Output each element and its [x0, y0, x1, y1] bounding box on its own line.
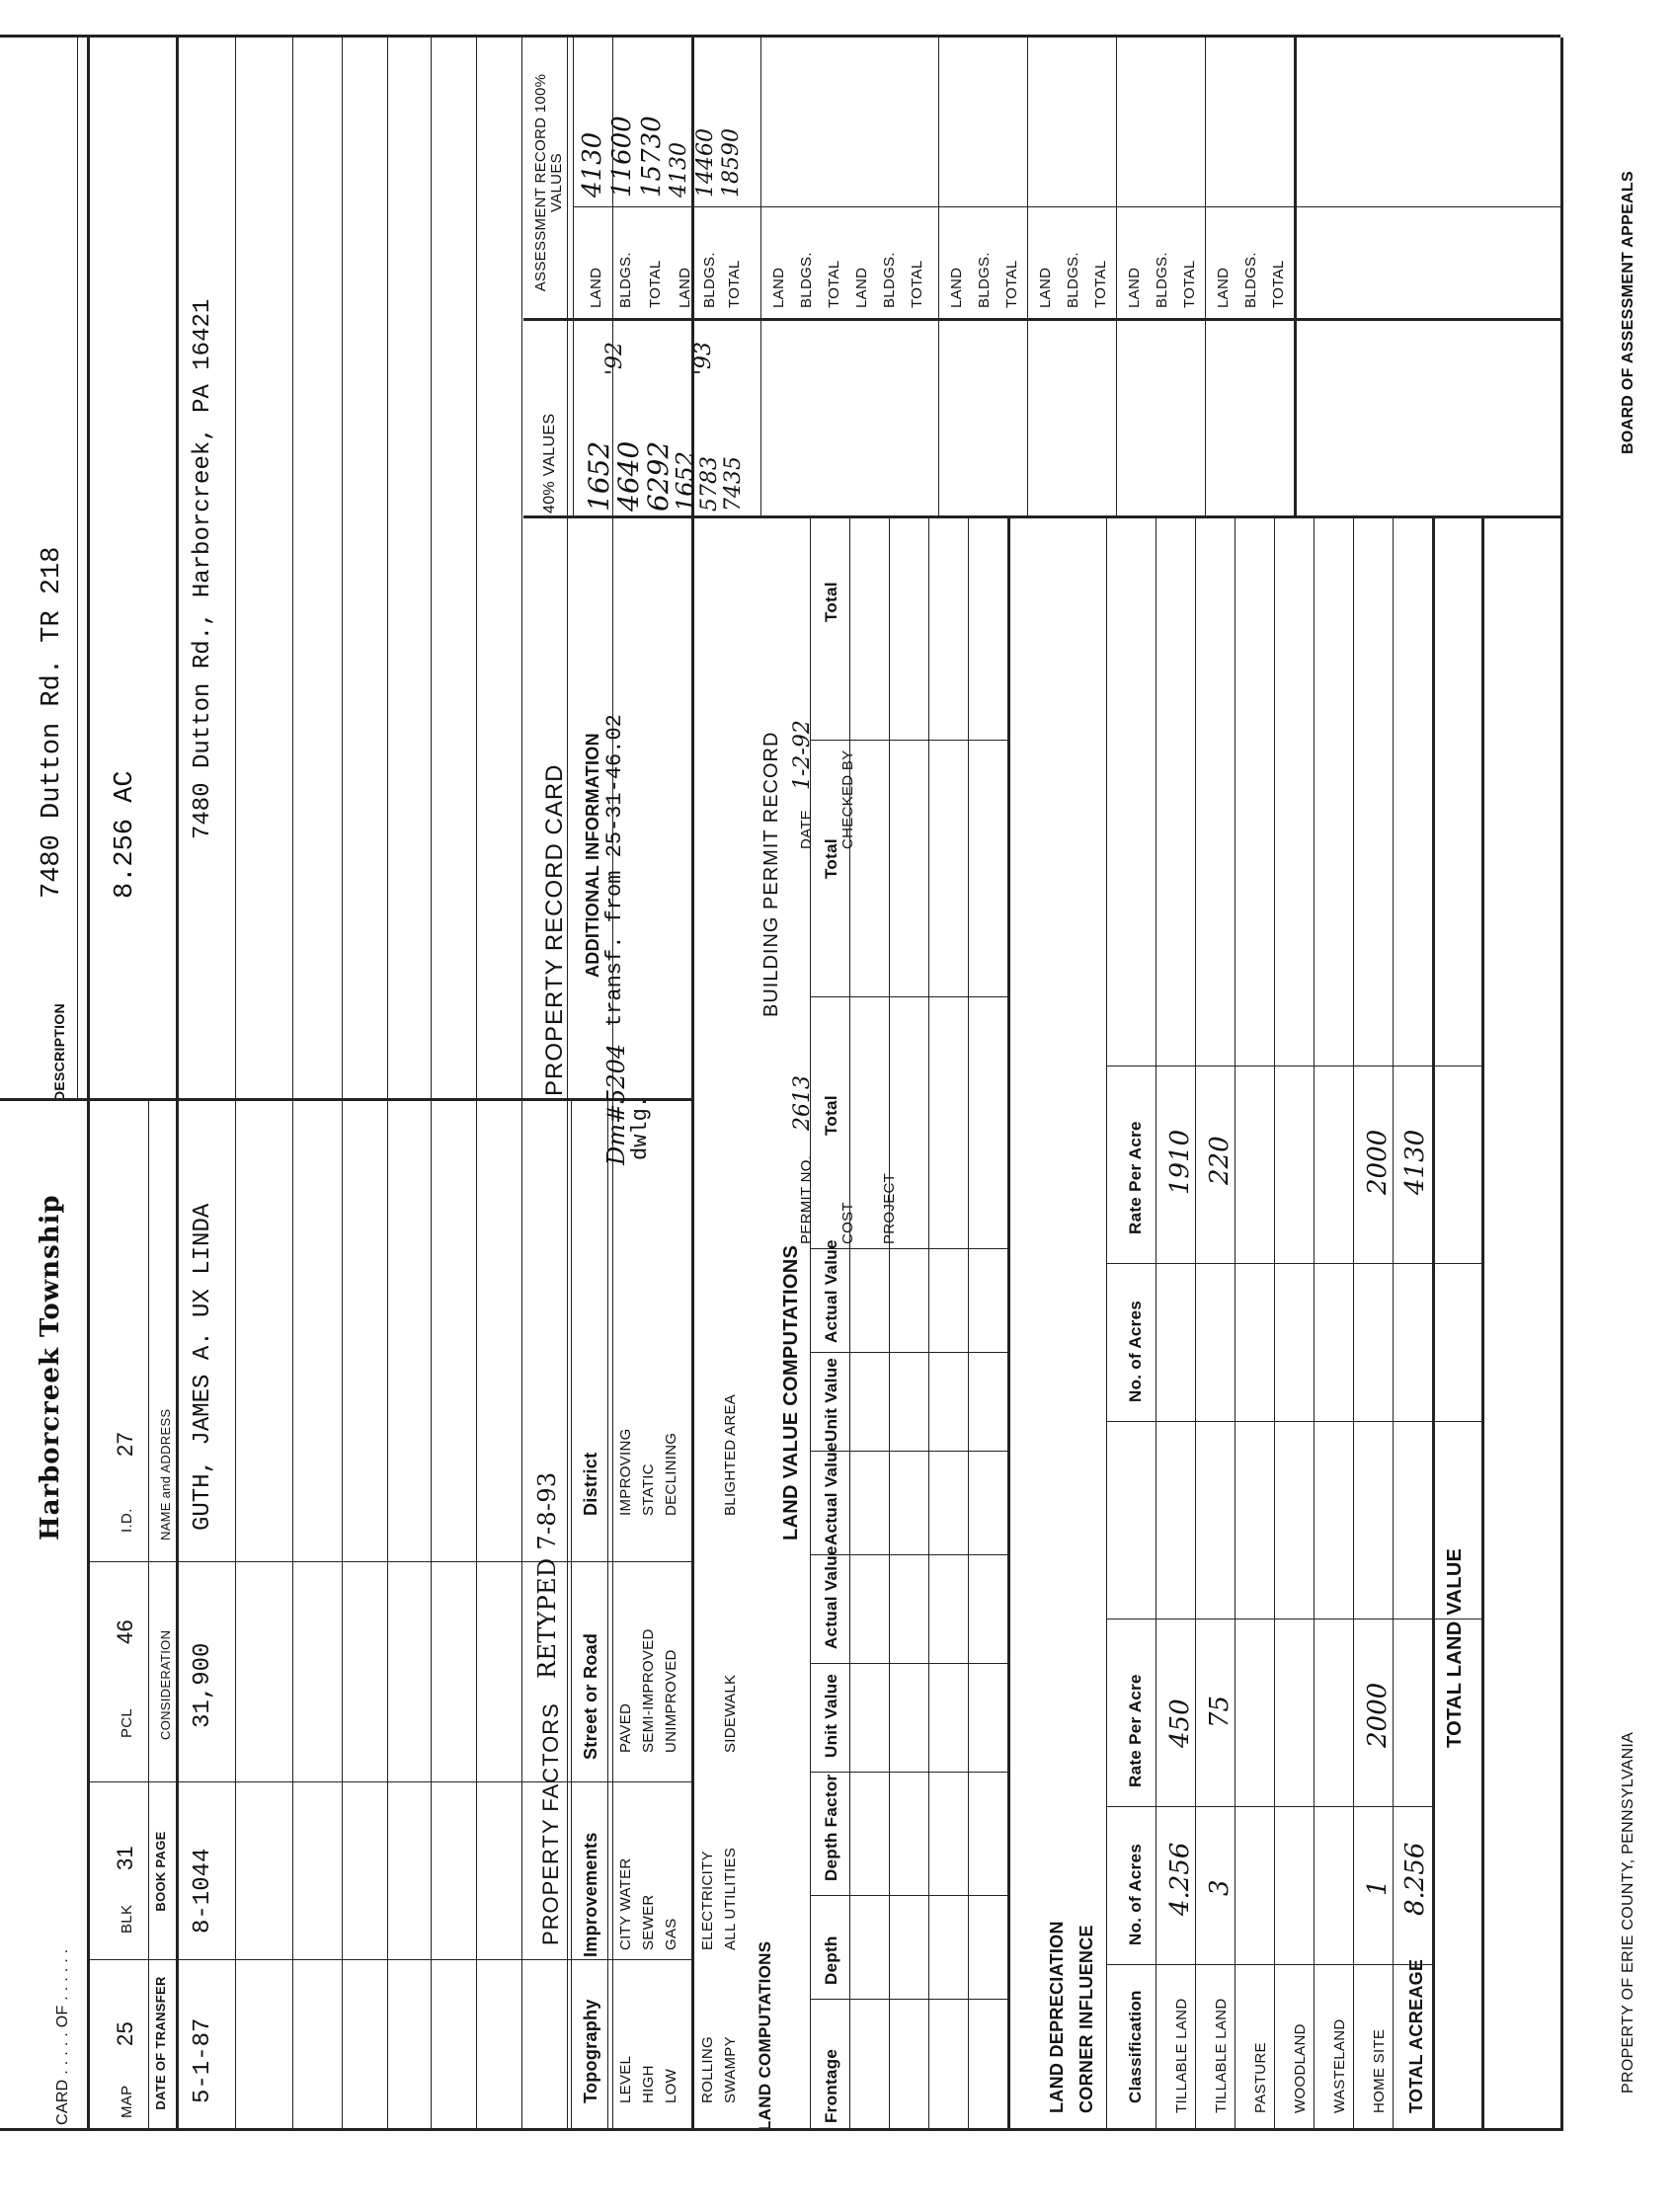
description-label: DESCRIPTION [51, 1003, 67, 1101]
assess-land-2: LAND [677, 267, 693, 308]
assess-land-6: LAND [1037, 267, 1054, 308]
assess-bldgs-7: BLDGS. [1154, 252, 1170, 308]
district-improving: IMPROVING [617, 1428, 634, 1516]
col-frontage: Frontage [822, 2048, 840, 2123]
class-tillable-2: TILLABLE LAND [1213, 1998, 1230, 2113]
id-label: I.D. [119, 1508, 135, 1533]
actual-home-site: 2000 [1363, 1129, 1393, 1195]
permit-no-value: 2613 [790, 1075, 815, 1131]
col-actual-value-3: Actual Value [822, 1239, 840, 1343]
class-woodland: WOODLAND [1292, 2023, 1309, 2113]
checked-by-label: CHECKED BY [839, 750, 856, 849]
actual-total: 4130 [1400, 1129, 1430, 1195]
retyped-note: RETYPED 7-8-93 [533, 1471, 561, 1679]
land-computations-label: LAND COMPUTATIONS [756, 1940, 774, 2131]
dwelling-note: dwlg. [628, 1094, 653, 1160]
impr-sewer: SEWER [640, 1894, 657, 1950]
transfer-book: 8-1044 [190, 1848, 216, 1934]
street-sidewalk: SIDEWALK [722, 1674, 739, 1753]
assess-total-8: TOTAL [1270, 260, 1287, 308]
impr-gas: GAS [663, 1918, 679, 1950]
acres-home-site: 1 [1363, 1879, 1393, 1896]
topo-level: LEVEL [617, 2055, 634, 2103]
rate-tillable-1: 450 [1165, 1698, 1195, 1748]
computations-title: LAND VALUE COMPUTATIONS [780, 1244, 802, 1540]
assess-bldgs-5: BLDGS. [976, 252, 993, 308]
acres-total: 8.256 [1400, 1842, 1430, 1916]
assess-bldgs-2: BLDGS. [701, 252, 718, 308]
id-value: 27 [113, 1431, 137, 1457]
assess-land-3: LAND [770, 267, 787, 308]
assess-total-7: TOTAL [1181, 260, 1198, 308]
street-header: Street or Road [581, 1632, 600, 1760]
additional-text: transf. from 25-31-46.02 [602, 714, 627, 1027]
forty-2: 4640 [612, 440, 645, 512]
assess-value-3: 15730 [637, 116, 667, 198]
acres-tillable-1: 4.256 [1165, 1842, 1195, 1916]
col-total-1: Total [822, 1095, 840, 1136]
impr-electricity: ELECTRICITY [699, 1851, 716, 1950]
transfer-name: GUTH, JAMES A. UX LINDA [190, 1203, 216, 1531]
acres-header-1: No. of Acres [1126, 1843, 1145, 1945]
assess-total-3: TOTAL [826, 260, 842, 308]
improvements-header: Improvements [581, 1832, 600, 1957]
map-label: MAP [119, 2085, 135, 2118]
district-header: District [581, 1452, 600, 1516]
col-depth: Depth [822, 1936, 840, 1985]
assess-bldgs-8: BLDGS. [1242, 252, 1259, 308]
assess-land-1: LAND [588, 267, 604, 308]
pcl-value: 46 [113, 1619, 137, 1644]
col-depth-factor: Depth Factor [822, 1774, 840, 1881]
date-mark-93: '93 [691, 341, 716, 375]
assessment-label: ASSESSMENT RECORD 100% VALUES [532, 73, 565, 292]
permit-date-value: 1-2-92 [790, 720, 815, 790]
district-declining: DECLINING [663, 1432, 679, 1516]
assess-bldgs-1: BLDGS. [617, 252, 634, 308]
name-address-label: NAME and ADDRESS [158, 1408, 173, 1540]
class-home-site: HOME SITE [1371, 2028, 1388, 2113]
dm-note: Dm#5204 [602, 1043, 630, 1165]
impr-city-water: CITY WATER [617, 1857, 634, 1950]
building-permit-title: BUILDING PERMIT RECORD [760, 731, 782, 1017]
street-unimproved: UNIMPROVED [663, 1649, 679, 1753]
rate-home-site: 2000 [1363, 1682, 1393, 1748]
description-address: 7480 Dutton Rd. TR 218 [38, 546, 67, 899]
assess-value-4: 4130 [667, 142, 691, 198]
book-page-label: BOOK PAGE [153, 1831, 168, 1912]
permit-date-label: DATE [798, 809, 815, 849]
corner-influence-label: CORNER INFLUENCE [1077, 1925, 1096, 2113]
assess-land-5: LAND [948, 267, 965, 308]
assess-land-4: LAND [853, 267, 870, 308]
assess-bldgs-4: BLDGS. [881, 252, 898, 308]
topo-low: LOW [663, 2068, 679, 2103]
acres-tillable-2: 3 [1205, 1879, 1235, 1896]
pcl-label: PCL [119, 1707, 135, 1738]
factors-title: PROPERTY FACTORS [538, 1702, 563, 1945]
assess-land-8: LAND [1215, 267, 1232, 308]
record-card-title: PROPERTY RECORD CARD [541, 763, 568, 1096]
col-unit-value-2: Unit Value [822, 1357, 840, 1442]
transfer-address: 7480 Dutton Rd., Harborcreek, PA 16421 [190, 298, 216, 839]
class-total-acreage: TOTAL ACREAGE [1406, 1958, 1426, 2113]
footer-left: PROPERTY OF ERIE COUNTY, PENNSYLVANIA [1620, 1731, 1636, 2094]
forty-5: 5783 [697, 456, 722, 512]
classification-header: Classification [1126, 1990, 1145, 2103]
assess-bldgs-3: BLDGS. [798, 252, 815, 308]
topo-rolling: ROLLING [699, 2036, 716, 2103]
card-label: CARD . . . . . OF . . . . . . [54, 1948, 71, 2125]
additional-info-label: ADDITIONAL INFORMATION [583, 733, 602, 978]
assess-total-2: TOTAL [726, 260, 743, 308]
district-blighted: BLIGHTED AREA [722, 1393, 739, 1516]
assess-bldgs-6: BLDGS. [1065, 252, 1081, 308]
footer-right: BOARD OF ASSESSMENT APPEALS [1620, 171, 1636, 454]
topo-swampy: SWAMPY [722, 2036, 739, 2103]
rate-tillable-2: 75 [1205, 1695, 1235, 1728]
col-total-2: Total [822, 838, 840, 879]
date-mark-92: '92 [602, 341, 627, 375]
col-actual-value-1: Actual Value [822, 1545, 840, 1649]
blk-value: 31 [113, 1845, 137, 1870]
land-depreciation-label: LAND DEPRECIATION [1047, 1921, 1067, 2113]
assess-value-1: 4130 [578, 131, 607, 198]
assess-land-7: LAND [1126, 267, 1143, 308]
assess-value-5: 14460 [693, 128, 718, 198]
col-unit-value-1: Unit Value [822, 1673, 840, 1758]
forty-label: 40% VALUES [541, 413, 558, 514]
col-total-3: Total [822, 582, 840, 622]
forty-4: 1652 [672, 450, 699, 512]
description-acreage: 8.256 AC [111, 770, 140, 899]
class-wasteland: WASTELAND [1331, 2018, 1348, 2113]
permit-no-label: PERMIT NO. [798, 1154, 815, 1244]
permit-cost-label: COST [839, 1202, 856, 1244]
rate-header-2: Rate Per Acre [1126, 1121, 1145, 1234]
class-pasture: PASTURE [1252, 2042, 1269, 2113]
impr-all-utilities: ALL UTILITIES [722, 1847, 739, 1950]
topography-header: Topography [581, 1999, 600, 2103]
actual-tillable-1: 1910 [1165, 1129, 1195, 1195]
assess-total-1: TOTAL [647, 260, 664, 308]
forty-3: 6292 [642, 440, 675, 512]
rate-header-1: Rate Per Acre [1126, 1674, 1145, 1787]
permit-project-label: PROJECT [881, 1172, 898, 1244]
assess-value-2: 11600 [607, 116, 637, 198]
forty-1: 1652 [583, 440, 615, 512]
street-semi: SEMI-IMPROVED [640, 1628, 657, 1753]
actual-tillable-2: 220 [1205, 1136, 1235, 1185]
district-static: STATIC [640, 1463, 657, 1516]
assess-total-6: TOTAL [1092, 260, 1109, 308]
class-tillable-1: TILLABLE LAND [1173, 1998, 1190, 2113]
date-of-transfer-label: DATE OF TRANSFER [153, 1976, 168, 2110]
total-land-value-label: TOTAL LAND VALUE [1444, 1547, 1466, 1748]
assess-total-4: TOTAL [909, 260, 925, 308]
township-title: Harborcreek Township [36, 1194, 65, 1540]
consideration-label: CONSIDERATION [158, 1629, 173, 1740]
topo-high: HIGH [640, 2065, 657, 2103]
col-actual-value-2: Actual Value [822, 1442, 840, 1545]
acres-header-2: No. of Acres [1126, 1300, 1145, 1402]
transfer-date: 5-1-87 [190, 2017, 216, 2103]
assess-value-6: 18590 [719, 128, 744, 198]
map-value: 25 [113, 2020, 137, 2046]
forty-6: 7435 [721, 456, 746, 512]
blk-label: BLK [119, 1904, 135, 1934]
street-paved: PAVED [617, 1702, 634, 1753]
transfer-consideration: 31,900 [190, 1642, 216, 1728]
assess-total-5: TOTAL [1003, 260, 1020, 308]
